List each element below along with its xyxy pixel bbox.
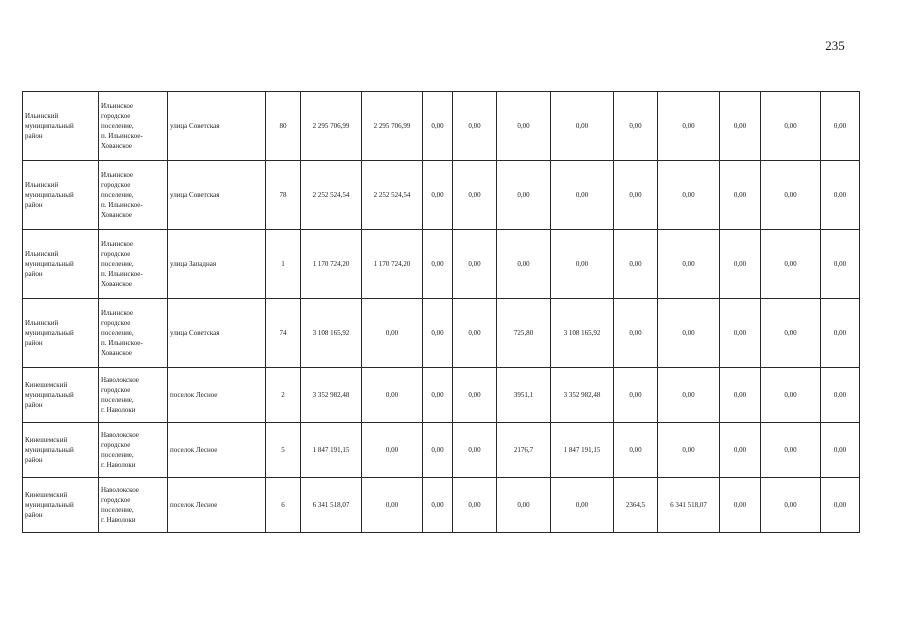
settlement-cell: Ильинское городское поселение, п. Ильинское- Хованское xyxy=(99,92,168,161)
cost-e-cell: 0,00 xyxy=(658,230,720,299)
volume-a-cell: 3951,1 xyxy=(497,368,551,423)
cost-e-cell: 0,00 xyxy=(658,368,720,423)
cost-h-cell: 0,00 xyxy=(821,423,860,478)
cost-d-cell: 0,00 xyxy=(551,161,614,230)
total-cost-cell: 2 252 524,54 xyxy=(301,161,362,230)
district-cell: Кинешемский муниципальный район xyxy=(23,478,99,533)
table-row xyxy=(23,423,860,478)
cost-e-cell: 0,00 xyxy=(658,299,720,368)
cost-h-cell: 0,00 xyxy=(821,161,860,230)
cost-b-cell: 0,00 xyxy=(423,92,453,161)
house-number-cell: 5 xyxy=(266,423,301,478)
cost-b-cell: 0,00 xyxy=(423,423,453,478)
district-cell: Ильинский муниципальный район xyxy=(23,299,99,368)
settlement-cell: Ильинское городское поселение, п. Ильинское- Хованское xyxy=(99,299,168,368)
cost-g-cell: 0,00 xyxy=(761,478,821,533)
cost-f-cell: 0,00 xyxy=(720,368,761,423)
district-cell: Ильинский муниципальный район xyxy=(23,161,99,230)
total-cost-cell: 1 847 191,15 xyxy=(301,423,362,478)
table-body xyxy=(23,92,860,533)
volume-a-cell: 2176,7 xyxy=(497,423,551,478)
total-cost-cell: 2 295 706,99 xyxy=(301,92,362,161)
cost-d-cell: 3 352 982,48 xyxy=(551,368,614,423)
cost-e-cell: 6 341 518,07 xyxy=(658,478,720,533)
cost-a-cell: 0,00 xyxy=(362,478,423,533)
district-cell: Кинешемский муниципальный район xyxy=(23,368,99,423)
table-row xyxy=(23,92,860,161)
cost-f-cell: 0,00 xyxy=(720,478,761,533)
volume-b-cell: 0,00 xyxy=(614,423,658,478)
settlement-cell: Наволокское городское поселение, г. Наволоки xyxy=(99,423,168,478)
cost-e-cell: 0,00 xyxy=(658,161,720,230)
cost-e-cell: 0,00 xyxy=(658,92,720,161)
settlement-cell: Ильинское городское поселение, п. Ильинское- Хованское xyxy=(99,230,168,299)
district-cell: Ильинский муниципальный район xyxy=(23,230,99,299)
cost-b-cell: 0,00 xyxy=(423,368,453,423)
cost-b-cell: 0,00 xyxy=(423,299,453,368)
cost-b-cell: 0,00 xyxy=(423,478,453,533)
table-row xyxy=(23,299,860,368)
district-cell: Ильинский муниципальный район xyxy=(23,92,99,161)
house-number-cell: 2 xyxy=(266,368,301,423)
cost-a-cell: 0,00 xyxy=(362,299,423,368)
cost-a-cell: 1 170 724,20 xyxy=(362,230,423,299)
house-number-cell: 1 xyxy=(266,230,301,299)
cost-h-cell: 0,00 xyxy=(821,478,860,533)
house-number-cell: 6 xyxy=(266,478,301,533)
cost-a-cell: 2 295 706,99 xyxy=(362,92,423,161)
cost-c-cell: 0,00 xyxy=(453,92,497,161)
total-cost-cell: 3 108 165,92 xyxy=(301,299,362,368)
table-row xyxy=(23,161,860,230)
cost-d-cell: 3 108 165,92 xyxy=(551,299,614,368)
cost-g-cell: 0,00 xyxy=(761,299,821,368)
cost-f-cell: 0,00 xyxy=(720,161,761,230)
cost-c-cell: 0,00 xyxy=(453,368,497,423)
street-cell: поселок Лесное xyxy=(168,423,266,478)
street-cell: улица Советская xyxy=(168,161,266,230)
cost-d-cell: 0,00 xyxy=(551,478,614,533)
total-cost-cell: 6 341 518,07 xyxy=(301,478,362,533)
cost-f-cell: 0,00 xyxy=(720,299,761,368)
cost-b-cell: 0,00 xyxy=(423,230,453,299)
cost-h-cell: 0,00 xyxy=(821,368,860,423)
cost-h-cell: 0,00 xyxy=(821,299,860,368)
volume-a-cell: 0,00 xyxy=(497,230,551,299)
page-number: 235 xyxy=(825,38,845,53)
settlement-cell: Наволокское городское поселение, г. Наволоки xyxy=(99,368,168,423)
table-row xyxy=(23,478,860,533)
cost-g-cell: 0,00 xyxy=(761,368,821,423)
house-number-cell: 74 xyxy=(266,299,301,368)
cost-c-cell: 0,00 xyxy=(453,478,497,533)
cost-g-cell: 0,00 xyxy=(761,230,821,299)
volume-b-cell: 0,00 xyxy=(614,368,658,423)
cost-f-cell: 0,00 xyxy=(720,423,761,478)
cost-c-cell: 0,00 xyxy=(453,299,497,368)
street-cell: улица Западная xyxy=(168,230,266,299)
volume-a-cell: 725,80 xyxy=(497,299,551,368)
house-number-cell: 80 xyxy=(266,92,301,161)
cost-a-cell: 2 252 524,54 xyxy=(362,161,423,230)
volume-b-cell: 0,00 xyxy=(614,92,658,161)
cost-e-cell: 0,00 xyxy=(658,423,720,478)
volume-b-cell: 0,00 xyxy=(614,230,658,299)
cost-a-cell: 0,00 xyxy=(362,423,423,478)
cost-d-cell: 0,00 xyxy=(551,230,614,299)
data-table xyxy=(22,91,860,533)
street-cell: поселок Лесное xyxy=(168,368,266,423)
house-number-cell: 78 xyxy=(266,161,301,230)
street-cell: улица Советская xyxy=(168,92,266,161)
volume-a-cell: 0,00 xyxy=(497,161,551,230)
cost-g-cell: 0,00 xyxy=(761,161,821,230)
volume-b-cell: 0,00 xyxy=(614,299,658,368)
cost-c-cell: 0,00 xyxy=(453,423,497,478)
cost-c-cell: 0,00 xyxy=(453,230,497,299)
cost-g-cell: 0,00 xyxy=(761,423,821,478)
cost-f-cell: 0,00 xyxy=(720,230,761,299)
table-row xyxy=(23,230,860,299)
total-cost-cell: 1 170 724,20 xyxy=(301,230,362,299)
cost-c-cell: 0,00 xyxy=(453,161,497,230)
cost-h-cell: 0,00 xyxy=(821,230,860,299)
cost-a-cell: 0,00 xyxy=(362,368,423,423)
street-cell: поселок Лесное xyxy=(168,478,266,533)
volume-a-cell: 0,00 xyxy=(497,478,551,533)
cost-g-cell: 0,00 xyxy=(761,92,821,161)
cost-b-cell: 0,00 xyxy=(423,161,453,230)
total-cost-cell: 3 352 982,48 xyxy=(301,368,362,423)
table-row xyxy=(23,368,860,423)
settlement-cell: Ильинское городское поселение, п. Ильинское- Хованское xyxy=(99,161,168,230)
settlement-cell: Наволокское городское поселение, г. Наволоки xyxy=(99,478,168,533)
volume-b-cell: 2364,5 xyxy=(614,478,658,533)
volume-a-cell: 0,00 xyxy=(497,92,551,161)
district-cell: Кинешемский муниципальный район xyxy=(23,423,99,478)
cost-f-cell: 0,00 xyxy=(720,92,761,161)
cost-d-cell: 0,00 xyxy=(551,92,614,161)
volume-b-cell: 0,00 xyxy=(614,161,658,230)
cost-h-cell: 0,00 xyxy=(821,92,860,161)
cost-d-cell: 1 847 191,15 xyxy=(551,423,614,478)
street-cell: улица Советская xyxy=(168,299,266,368)
